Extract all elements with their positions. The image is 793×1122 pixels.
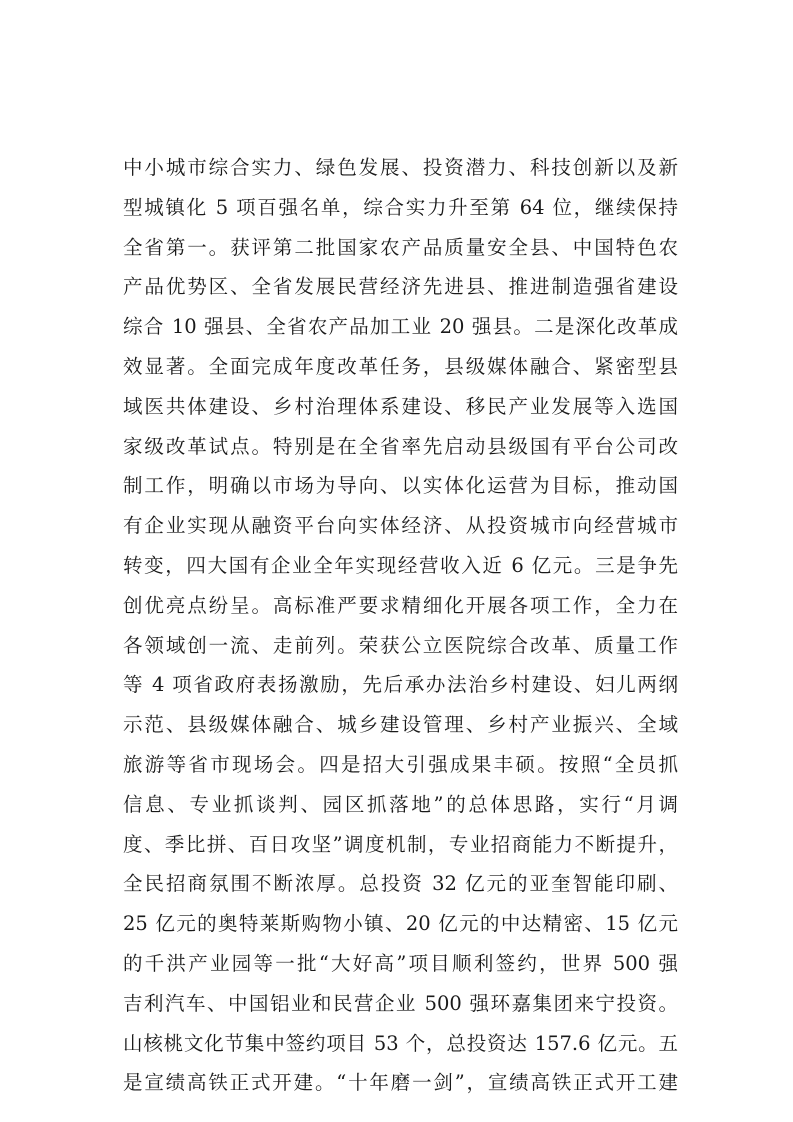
text-line-15: 示范、县级媒体融合、城乡建设管理、乡村产业振兴、全域 <box>123 713 678 737</box>
text-line-7: 域医共体建设、乡村治理体系建设、移民产业发展等入选国 <box>123 394 678 418</box>
text-line-23: 山核桃文化节集中签约项目 53 个，总投资达 157.6 亿元。五 <box>123 1031 678 1055</box>
text-line-19: 全民招商氛围不断浓厚。总投资 32 亿元的亚奎智能印刷、 <box>123 872 678 896</box>
text-line-10: 有企业实现从融资平台向实体经济、从投资城市向经营城市 <box>123 514 678 538</box>
text-line-14: 等 4 项省政府表扬激励，先后承办法治乡村建设、妇儿两纲 <box>123 673 678 697</box>
text-line-22: 吉利汽车、中国铝业和民营企业 500 强环嘉集团来宁投资。 <box>123 991 678 1015</box>
text-line-9: 制工作，明确以市场为导向、以实体化运营为目标，推动国 <box>123 474 678 498</box>
text-line-11: 转变，四大国有企业全年实现经营收入近 6 亿元。三是争先 <box>123 553 678 577</box>
text-line-2: 型城镇化 5 项百强名单，综合实力升至第 64 位，继续保持 <box>123 195 678 219</box>
text-line-4: 产品优势区、全省发展民营经济先进县、推进制造强省建设 <box>123 275 678 299</box>
text-line-3: 全省第一。获评第二批国家农产品质量安全县、中国特色农 <box>123 235 678 259</box>
text-line-13: 各领域创一流、走前列。荣获公立医院综合改革、质量工作 <box>123 633 678 657</box>
text-line-16: 旅游等省市现场会。四是招大引强成果丰硕。按照“全员抓 <box>123 752 678 776</box>
text-line-12: 创优亮点纷呈。高标准严要求精细化开展各项工作，全力在 <box>123 593 678 617</box>
text-line-6: 效显著。全面完成年度改革任务，县级媒体融合、紧密型县 <box>123 354 678 378</box>
text-line-18: 度、季比拼、百日攻坚”调度机制，专业招商能力不断提升， <box>123 832 678 856</box>
text-line-21: 的千洪产业园等一批“大好高”项目顺利签约，世界 500 强 <box>123 951 678 975</box>
text-line-24: 是宣绩高铁正式开建。“十年磨一剑”，宣绩高铁正式开工建 <box>123 1071 678 1095</box>
body-text <box>123 148 678 1103</box>
text-line-5: 综合 10 强县、全省农产品加工业 20 强县。二是深化改革成 <box>123 315 678 339</box>
text-line-8: 家级改革试点。特别是在全省率先启动县级国有平台公司改 <box>123 434 678 458</box>
text-line-17: 信息、专业抓谈判、园区抓落地”的总体思路，实行“月调 <box>123 792 678 816</box>
text-line-1: 中小城市综合实力、绿色发展、投资潜力、科技创新以及新 <box>123 156 678 179</box>
text-line-20: 25 亿元的奥特莱斯购物小镇、20 亿元的中达精密、15 亿元 <box>123 912 678 936</box>
